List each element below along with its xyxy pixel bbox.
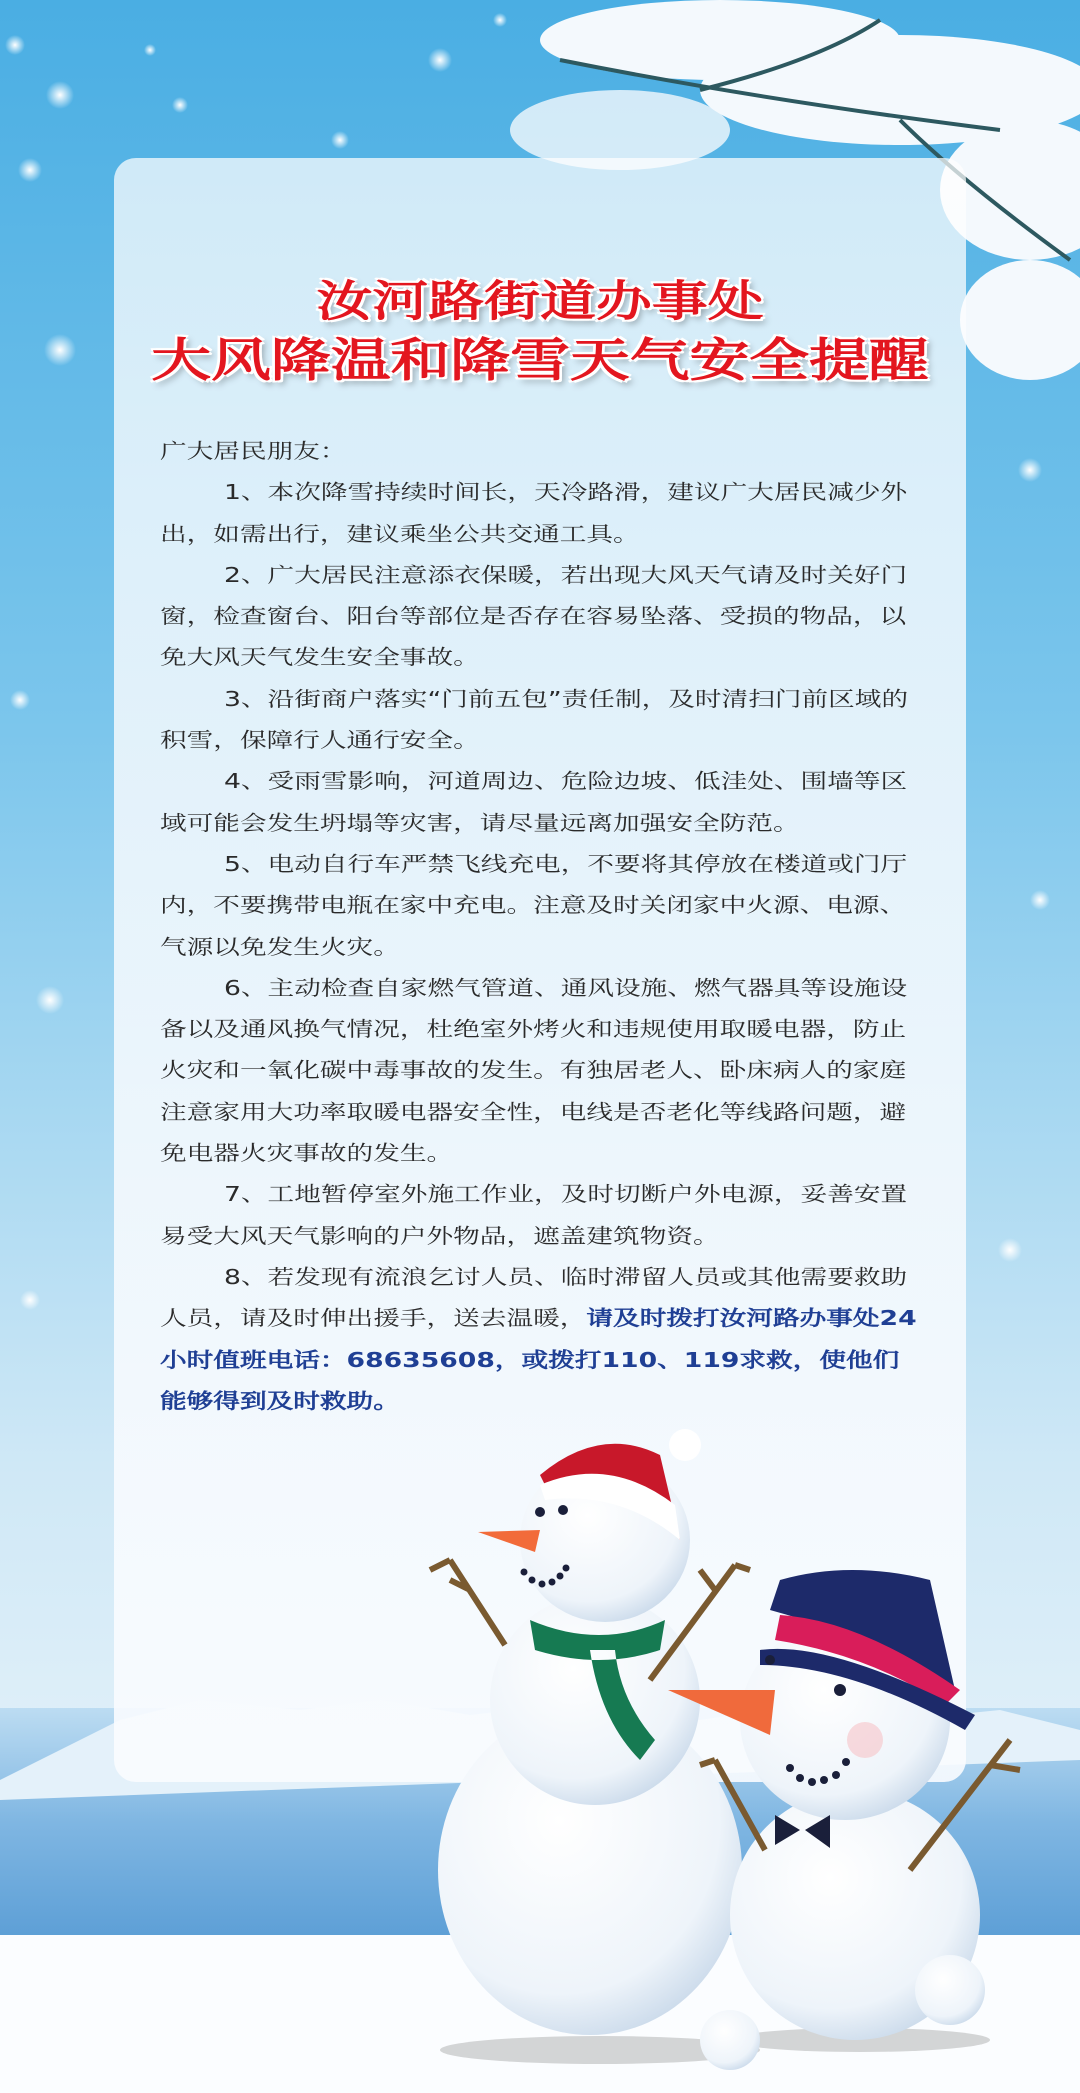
- item-8-text: 8、若发现有流浪乞讨人员、临时滞留人员或其他需要救助人员，请及时伸出援手，送去温暖，: [160, 1264, 908, 1331]
- hotline-highlight: 请及时拨打汝河路办事处24小时值班电话：68635608，或拨打110、119求救，使他们能够得到及时救助。: [160, 1306, 917, 1413]
- notice-item-4: 4、受雨雪影响，河道周边、危险边坡、低洼处、围墙等区域可能会发生坍塌等灾害，请尽量远离加强安全防范。: [160, 769, 908, 835]
- greeting: 广大居民朋友：: [160, 439, 347, 463]
- notice-item-2: 2、广大居民注意添衣保暖，若出现大风天气请及时关好门窗，检查窗台、阳台等部位是否存在容易坠落、受损的物品，以免大风天气发生安全事故。: [160, 562, 908, 670]
- notice-item-7: 7、工地暂停室外施工作业，及时切断户外电源，妥善安置易受大风天气影响的户外物品，遮盖建筑物资。: [160, 1182, 908, 1248]
- snowman-left: [430, 1429, 750, 2035]
- notice-item-5: 5、电动自行车严禁飞线充电，不要将其停放在楼道或门厅内，不要携带电瓶在家中充电。注意及时关闭家中火源、电源、气源以免发生火灾。: [160, 851, 908, 959]
- notice-item-6: 6、主动检查自家燃气管道、通风设施、燃气器具等设施设备以及通风换气情况，杜绝室外烤火和违规使用取暖电器，防止火灾和一氧化碳中毒事故的发生。有独居老人、卧床病人的家庭注意家用大功率取暖电器安全性，电线是否老化等线路问题，避免电器火灾事故的发生。: [160, 975, 908, 1166]
- title-line-2: 大风降温和降雪天气安全提醒: [151, 333, 929, 387]
- notice-item-3: 3、沿街商户落实“门前五包”责任制，及时清扫门前区域的积雪，保障行人通行安全。: [160, 686, 909, 753]
- title-line-1: 汝河路街道办事处: [316, 277, 764, 327]
- notice-item-1: 1、本次降雪持续时间长，天冷路滑，建议广大居民减少外出，如需出行，建议乘坐公共交通工具。: [160, 480, 908, 546]
